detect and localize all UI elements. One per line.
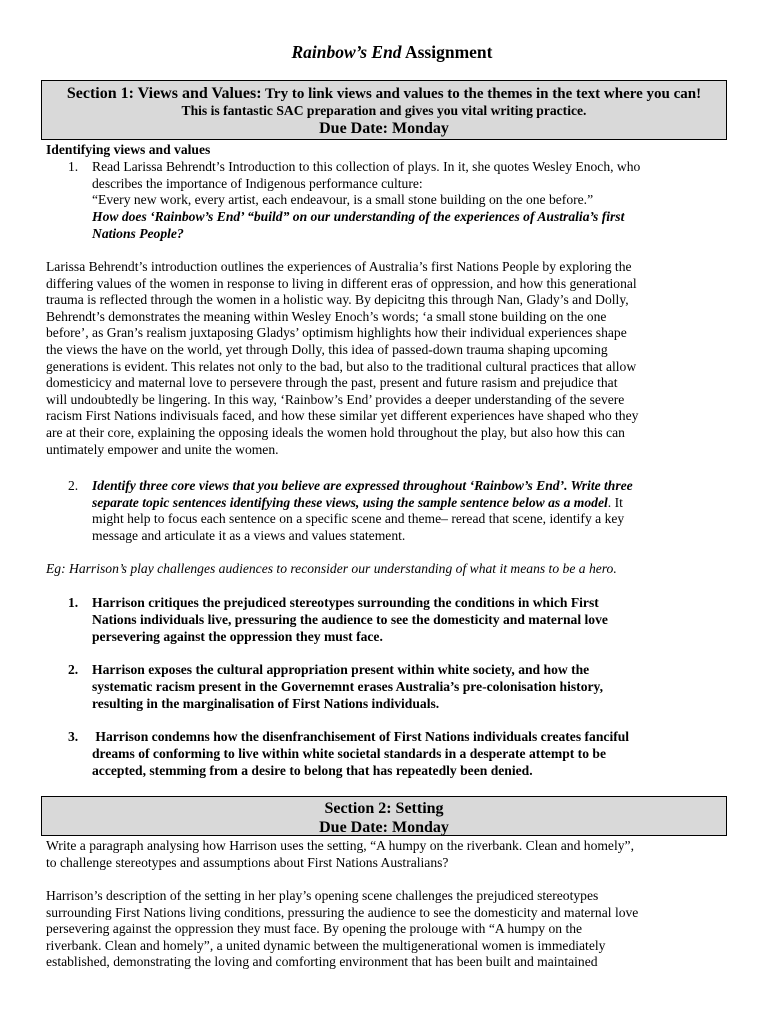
answer-1-line: racism First Nations indivisuals faced, and how these similar yet different experiences have shaped who they xyxy=(46,408,639,424)
section-2-due-date: Due Date: Monday xyxy=(319,819,449,836)
document-title: Rainbow’s End Assignment xyxy=(291,42,493,62)
view-number: 3. xyxy=(68,729,79,744)
view-line: accepted, stemming from a desire to belong that has repeatedly been denied. xyxy=(92,762,533,778)
view-line: Harrison exposes the cultural appropriation present within white society, and how the xyxy=(92,662,590,677)
answer-1-line: trauma is reflected through the women in a holistic way. By depicitng this through Nan, Glady’s and Dolly, xyxy=(46,292,629,308)
view-line: persevering against the oppression they must face. xyxy=(92,628,383,644)
section-2-title: Section 2: Setting xyxy=(324,800,444,817)
answer-1-line: domesticicy and maternal love to persevere through the past, present and future rasism and prejudice that xyxy=(46,375,618,391)
section-2-answer xyxy=(46,888,728,971)
view-line: resulting in the marginalisation of First Nations individuals. xyxy=(92,695,440,711)
section-1-title: Section 1: Views and Values: xyxy=(66,85,262,102)
answer-1-line: will undoubtedly be lingering. In this way, ‘Rainbow’s End’ provides a deeper understanding of the severe xyxy=(46,391,625,407)
view-line: dreams of conforming to live within white societal standards in a desperate attempt to be xyxy=(92,745,607,761)
section-2-prompt-line: to challenge stereotypes and assumptions about First Nations Australians? xyxy=(46,854,449,870)
section-2-answer-line: Harrison’s description of the setting in her play’s opening scene challenges the prejudiced stereotypes xyxy=(46,888,599,903)
answer-1-line: the views the have on the world, yet through Dolly, this idea of passed-down trauma shaping upcoming xyxy=(46,341,608,357)
section-2-answer-line: surrounding First Nations living conditions, pressuring the audience to see the domesticity and maternal love xyxy=(46,904,639,920)
answer-1-line: before’, as Gran’s realism juxtaposing Gladys’ optimism highlights how their individual experiences shape xyxy=(46,325,627,341)
section-2-answer-line: riverbank. Clean and homely”, a united dynamic between the multigenerational women is immediately xyxy=(46,937,606,953)
answer-1-paragraph xyxy=(46,259,728,458)
view-line: Nations individuals live, pressuring the audience to see the domesticity and maternal love xyxy=(92,611,608,627)
section-2-header xyxy=(41,796,727,836)
answer-1-line: Behrendt’s demonstrates the meaning within Wesley Enoch’s words; ‘a small stone building on the one xyxy=(46,308,607,324)
view-line: Harrison condemns how the disenfranchisement of First Nations individuals creates fanciful xyxy=(92,729,630,744)
section-2-answer-line: established, demonstrating the loving and comforting environment that has been built and maintained xyxy=(46,954,598,970)
section-1-header: Section 1: Views and Values: Try to link views and values to the themes in the text where you can! This is fantastic SAC preparation and gives you vital writing practice. Due Date: Monday xyxy=(41,80,727,140)
answer-1-line: untimately empower and unite the women. xyxy=(46,441,279,457)
section-2-prompt-line: Write a paragraph analysing how Harrison uses the setting, “A humpy on the riverbank. Clean and homely”, xyxy=(46,838,634,853)
subheading-identifying: Identifying views and values xyxy=(46,142,211,157)
answer-1-line: are at their core, explaining the opposing ideals the women hold throughout the play, but also how this can xyxy=(46,424,625,440)
view-line: systematic racism present in the Governemnt erases Australia’s pre-colonisation history, xyxy=(92,678,603,694)
view-line: Harrison critiques the prejudiced stereotypes surrounding the conditions in which First xyxy=(92,595,599,610)
enoch-quote: “Every new work, every artist, each endeavour, is a small stone building on the one before.” xyxy=(92,192,594,207)
section-2-answer-line: persevering against the oppression they must face. By opening the prolouge with “A humpy on the xyxy=(46,921,583,937)
view-number: 1. xyxy=(68,595,79,610)
example-sentence: Eg: Harrison’s play challenges audiences to reconsider our understanding of what it means to be a hero. xyxy=(46,561,617,576)
section-1-due-date: Due Date: Monday xyxy=(319,120,449,137)
section-2-prompt xyxy=(46,838,728,871)
view-number: 2. xyxy=(68,662,79,677)
section-1-subtitle: This is fantastic SAC preparation and gives you vital writing practice. xyxy=(181,103,587,118)
answer-1-line: generations is evident. This relates not only to the bad, but also to the traditional cultural practices that allow xyxy=(46,358,637,374)
answer-1-line: differing values of the women in response to living in different eras of oppression, and how this generational xyxy=(46,275,637,291)
answer-1-line: Larissa Behrendt’s introduction outlines the experiences of Australia’s first Nations People by exploring the xyxy=(46,259,632,274)
